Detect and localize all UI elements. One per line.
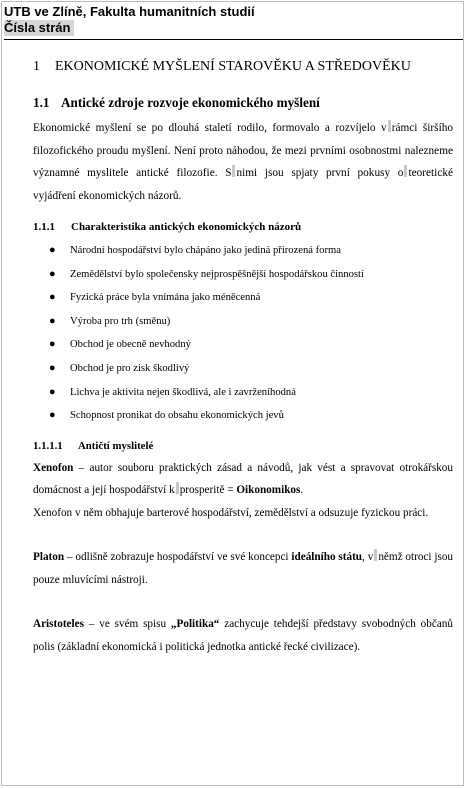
chapter-title: EKONOMICKÉ MYŠLENÍ STAROVĚKU A STŘEDOVĚKU xyxy=(55,59,411,74)
subsubsection-title: Antičtí myslitelé xyxy=(78,439,154,452)
bullet-list xyxy=(33,239,453,428)
subsubsection-number: 1.1.1.1 xyxy=(33,439,63,452)
nonbreaking-space-mark xyxy=(176,482,179,494)
platon-name: Platon xyxy=(33,551,65,564)
aristoteles-name: Aristoteles xyxy=(33,618,84,631)
list-item: ● Zemědělství bylo společensky nejprospěšnější hospodářskou činností xyxy=(33,263,453,287)
platon-paragraph: Platon – odlišně zobrazuje hospodářství ve své koncepci ideálního státu, v němž otroci jsou pouze mluvícími nástroji. xyxy=(33,551,454,586)
bullet-icon: ● xyxy=(49,409,56,422)
bullet-icon: ● xyxy=(49,314,56,327)
list-item: ● Obchod je obecně nevhodný xyxy=(33,333,453,357)
aristoteles-paragraph: Aristoteles – ve svém spisu „Politika“ zachycuje tehdejší představy svobodných občanů polis (základní ekonomická i politická jednotka antické řecké civilizace). xyxy=(33,618,453,653)
bullet-icon: ● xyxy=(49,338,56,351)
xenofon-work: Oikonomikos xyxy=(236,484,301,497)
xenofon-paragraph-2: Xenofon v něm obhajuje barterové hospodářství, zemědělství a odsuzuje fyzickou práci. xyxy=(33,506,429,519)
platon-concept: ideálního státu xyxy=(291,551,363,564)
bullet-icon: ● xyxy=(49,244,56,256)
running-header xyxy=(4,4,463,36)
section-heading xyxy=(33,94,453,111)
aristoteles-work: „Politika“ xyxy=(170,618,220,631)
intro-paragraph: Ekonomické myšlení se po dlouhá staletí rodilo, formovalo a rozvíjelo v rámci širšího filozofického proudu myšlení. Není proto náhodou, že mezi prvními osobnostmi nalezneme významné myslitele antické filozofie. S nimi jsou spjaty první pokusy o teoretické vyjádření ekonomických názorů. xyxy=(33,122,454,202)
list-item: ● Obchod je pro zisk škodlivý xyxy=(33,357,453,381)
header-page-numbers-field[interactable]: Čísla strán xyxy=(4,20,74,36)
section-number: 1.1 xyxy=(33,95,50,110)
subsection-title: Charakteristika antických ekonomických názorů xyxy=(71,221,302,233)
list-item: ● Národní hospodářství bylo chápáno jako jediná přirozená forma xyxy=(33,239,453,263)
list-item: ● Výroba pro trh (směnu) xyxy=(33,310,453,334)
nonbreaking-space-mark xyxy=(388,120,391,132)
list-item: ● Lichva je aktivita nejen škodlivá, ale i zavrženíhodná xyxy=(33,381,453,405)
subsubsection-heading xyxy=(33,438,453,454)
chapter-number: 1 xyxy=(33,59,40,74)
document-body xyxy=(33,58,453,658)
list-item: ● Schopnost pronikat do obsahu ekonomických jevů xyxy=(33,404,453,428)
bullet-icon: ● xyxy=(49,291,56,304)
header-rule xyxy=(4,39,463,40)
subsection-number: 1.1.1 xyxy=(33,221,55,233)
bullet-icon: ● xyxy=(49,361,56,374)
xenofon-name: Xenofon xyxy=(33,461,74,474)
subsection-heading xyxy=(33,219,453,235)
bullet-icon: ● xyxy=(49,267,56,280)
nonbreaking-space-mark xyxy=(374,549,377,561)
list-item: ● Fyzická práce byla vnímána jako méněcenná xyxy=(33,286,453,310)
chapter-heading xyxy=(33,58,453,76)
xenofon-paragraph: Xenofon – autor souboru praktických zásad a návodů, jak vést a spravovat otrokářskou domácnost a její hospodářství k prosperitě = Oikonomikos. xyxy=(33,461,453,497)
bullet-icon: ● xyxy=(49,385,56,398)
header-institution: UTB ve Zlíně, Fakulta humanitních studií xyxy=(4,4,255,19)
section-title: Antické zdroje rozvoje ekonomického myšlení xyxy=(61,95,320,110)
